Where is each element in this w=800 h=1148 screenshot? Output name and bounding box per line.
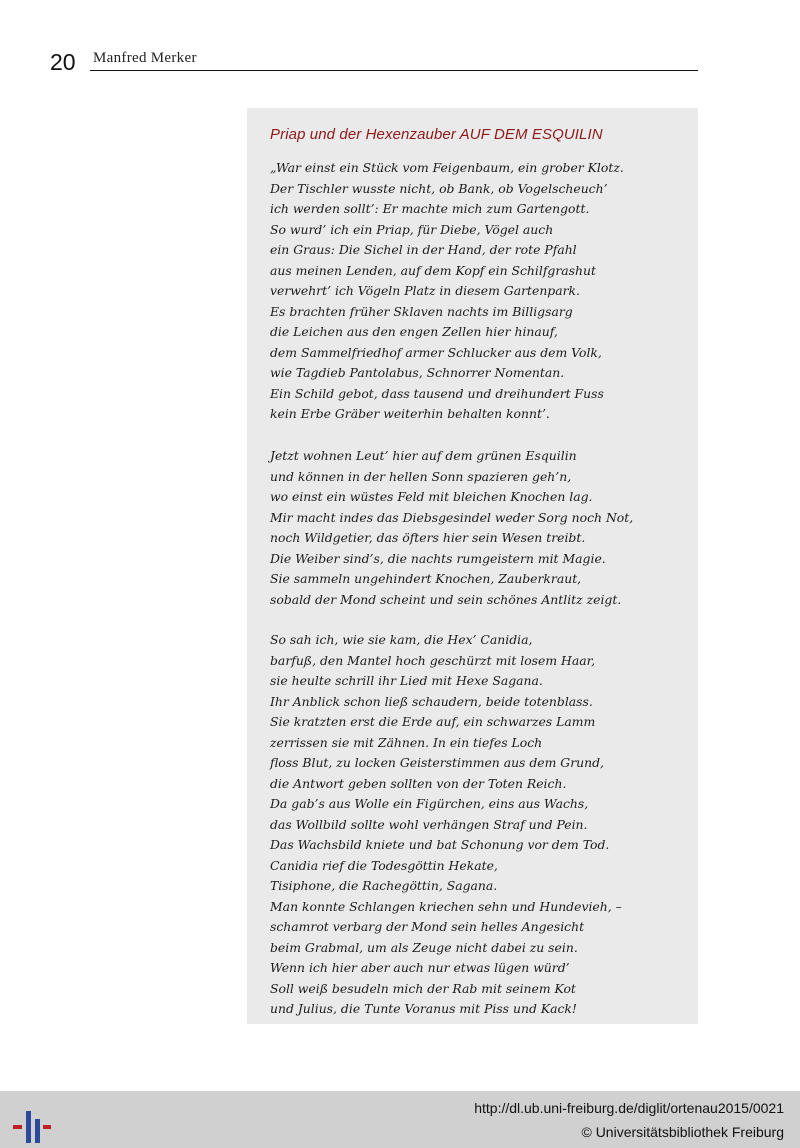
page-number: 20 bbox=[50, 49, 76, 75]
poem-line: Jetzt wohnen Leut’ hier auf dem grünen Esquilin bbox=[270, 448, 577, 463]
poem-line: So sah ich, wie sie kam, die Hex’ Canidia, bbox=[270, 632, 533, 647]
stanza-2 bbox=[270, 446, 690, 610]
footer-copyright: © Universitätsbibliothek Freiburg bbox=[581, 1124, 784, 1140]
poem-line: noch Wildgetier, das öfters hier sein Wesen treibt. bbox=[270, 530, 586, 545]
poem-line: Die Weiber sind’s, die nachts rumgeistern mit Magie. bbox=[270, 550, 606, 566]
poem-line: Wenn ich hier aber auch nur etwas lügen würd’ bbox=[270, 960, 570, 975]
poem-line: Sie sammeln ungehindert Knochen, Zauberkraut, bbox=[270, 571, 582, 586]
footer-url-link[interactable]: http://dl.ub.uni-freiburg.de/diglit/ortenau2015/0021 bbox=[474, 1100, 784, 1116]
poem-title: Priap und der Hexenzauber AUF DEM ESQUILIN bbox=[270, 126, 603, 143]
poem-line: Mir macht indes das Diebsgesindel weder Sorg noch Not, bbox=[270, 509, 634, 525]
poem-line: floss Blut, zu locken Geisterstimmen aus dem Grund, bbox=[270, 755, 604, 770]
poem-line: die Antwort geben sollten von der Toten Reich. bbox=[270, 775, 567, 791]
poem-line: ich werden sollt’: Er machte mich zum Gartengott. bbox=[270, 201, 590, 216]
poem-line: „War einst ein Stück vom Feigenbaum, ein grober Klotz. bbox=[270, 160, 624, 175]
poem-line: Canidia rief die Todesgöttin Hekate, bbox=[270, 857, 498, 873]
poem-line: sie heulte schrill ihr Lied mit Hexe Sagana. bbox=[270, 673, 543, 688]
poem-line: Tisiphone, die Rachegöttin, Sagana. bbox=[270, 878, 498, 893]
poem-line: Sie kratzten erst die Erde auf, ein schwarzes Lamm bbox=[270, 714, 596, 729]
poem-line: schamrot verbarg der Mond sein helles Angesicht bbox=[270, 919, 585, 934]
poem-line: wie Tagdieb Pantolabus, Schnorrer Nomentan. bbox=[270, 365, 565, 380]
stanza-1 bbox=[270, 158, 690, 425]
poem-line: aus meinen Lenden, auf dem Kopf ein Schilfgrashut bbox=[270, 262, 596, 278]
header-rule bbox=[90, 70, 698, 71]
poem-line: Soll weiß besudeln mich der Rab mit seinem Kot bbox=[270, 980, 576, 996]
running-head-author: Manfred Merker bbox=[93, 50, 197, 66]
poem-line: und Julius, die Tunte Voranus mit Piss und Kack! bbox=[270, 1001, 577, 1016]
poem-line: verwehrt’ ich Vögeln Platz in diesem Gartenpark. bbox=[270, 283, 581, 298]
poem-line: Der Tischler wusste nicht, ob Bank, ob Vogelscheuch’ bbox=[270, 180, 608, 196]
poem-line: wo einst ein wüstes Feld mit bleichen Knochen lag. bbox=[270, 489, 593, 504]
poem-line: sobald der Mond scheint und sein schönes Antlitz zeigt. bbox=[270, 591, 622, 607]
footer-bar bbox=[0, 1091, 800, 1148]
poem-line: barfuß, den Mantel hoch geschürzt mit losem Haar, bbox=[270, 652, 596, 668]
poem-line: Ihr Anblick schon ließ schaudern, beide totenblass. bbox=[270, 693, 593, 709]
poem-line: Ein Schild gebot, dass tausend und dreihundert Fuss bbox=[270, 385, 604, 401]
poem-line: beim Grabmal, um als Zeuge nicht dabei zu sein. bbox=[270, 939, 578, 955]
poem-line: die Leichen aus den engen Zellen hier hinauf, bbox=[270, 324, 558, 339]
poem-line: So wurd’ ich ein Priap, für Diebe, Vögel auch bbox=[270, 221, 554, 237]
poem-line: und können in der hellen Sonn spazieren geh’n, bbox=[270, 468, 572, 484]
poem-line: Es brachten früher Sklaven nachts im Billigsarg bbox=[270, 303, 573, 319]
poem-line: das Wollbild sollte wohl verhängen Straf und Pein. bbox=[270, 816, 588, 832]
poem-line: dem Sammelfriedhof armer Schlucker aus dem Volk, bbox=[270, 344, 602, 360]
poem-line: ein Graus: Die Sichel in der Hand, der rote Pfahl bbox=[270, 242, 577, 257]
stanza-3 bbox=[270, 630, 690, 1020]
page-header bbox=[50, 48, 698, 74]
poem-line: Das Wachsbild kniete und bat Schonung vor dem Tod. bbox=[270, 837, 610, 852]
poem-line: kein Erbe Gräber weiterhin behalten konnt’. bbox=[270, 406, 550, 421]
poem-line: Man konnte Schlangen kriechen sehn und Hundevieh, – bbox=[270, 898, 622, 914]
poem-line: zerrissen sie mit Zähnen. In ein tiefes Loch bbox=[270, 734, 543, 750]
poem-box bbox=[247, 108, 698, 1024]
library-logo-icon bbox=[10, 1101, 52, 1143]
poem-line: Da gab’s aus Wolle ein Figürchen, eins aus Wachs, bbox=[270, 796, 589, 811]
